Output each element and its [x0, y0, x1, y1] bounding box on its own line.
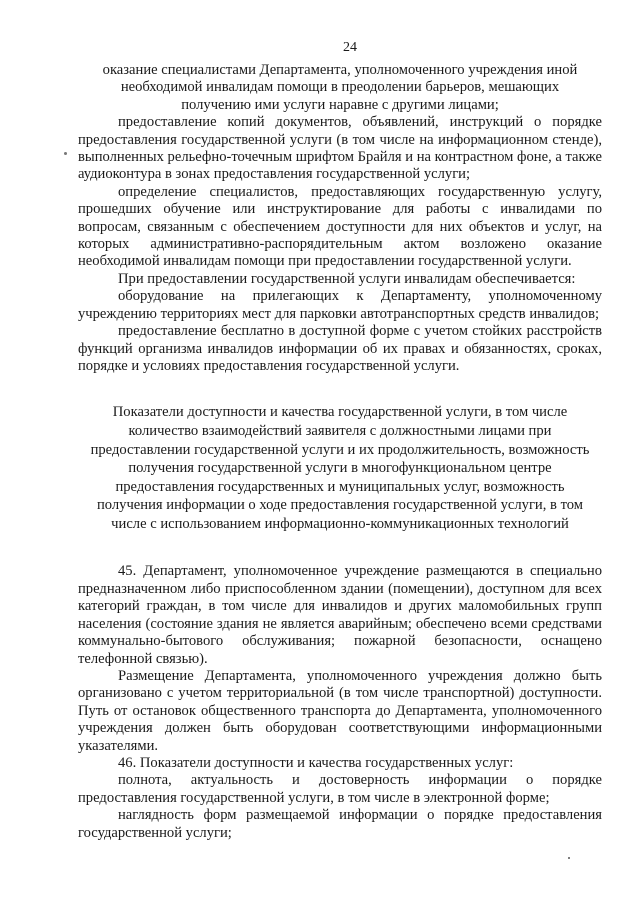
- section-heading: [78, 403, 602, 533]
- paragraph-45: 45. Департамент, уполномоченное учреждение размещаются в специально предназначенном либо приспособленном здании (помещении), доступном для всех категорий граждан, в том числе для инвалидов и других маломобильных групп населения (состояние здания не является аварийным; обеспечено всеми средствами коммунально-бытового обслуживания; пожарной безопасности, оснащено телефонной связью).: [78, 563, 602, 667]
- heading-line: числе с использованием информационно-коммуникационных технологий: [111, 515, 569, 532]
- paragraph-specialists: определение специалистов, предоставляющих государственную услугу, прошедших обучение или инструктирование для работы с инвалидами по вопросам, связанным с обеспечением доступности для них объектов и услуг, на которых административно-распорядительным актом возложено оказание необходимой инвалидам помощи при предоставлении государственной услуги.: [78, 183, 602, 270]
- paragraph-assistance: оказание специалистами Департамента, уполномоченного учреждения иной необходимой инвалидам помощи в преодолении барьеров, мешающих получению ими услуги наравне с другими лицами;: [102, 62, 578, 113]
- paragraph-free-info: предоставление бесплатно в доступной форме с учетом стойких расстройств функций организма инвалидов информации об их правах и обязанностях, сроках, порядке и условиях предоставления государственной услуги.: [78, 323, 602, 374]
- top-text-block: [78, 62, 602, 375]
- heading-line: получения государственной услуги в многофункциональном центре: [128, 460, 552, 477]
- paragraph-46: 46. Показатели доступности и качества государственных услуг:: [118, 754, 514, 771]
- heading-line: предоставлении государственной услуги и их продолжительность, возможность: [90, 441, 590, 458]
- bottom-text-block: [78, 563, 602, 842]
- heading-line: получения информации о ходе предоставления государственной услуги, в том: [96, 497, 584, 514]
- heading-line: предоставления государственных и муниципальных услуг, возможность: [115, 478, 565, 495]
- paragraph-braille-copies: предоставление копий документов, объявлений, инструкций о порядке предоставления государственной услуги (в том числе на информационном стенде), выполненных рельефно-точечным шрифтом Брайля и на контрастном фоне, а также аудиоконтура в зонах предоставления государственной услуги;: [78, 114, 602, 183]
- scan-speck: [568, 857, 570, 859]
- paragraph-provision-intro: При предоставлении государственной услуги инвалидам обеспечивается:: [118, 270, 576, 287]
- paragraph-visibility: наглядность форм размещаемой информации о порядке предоставления государственной услуги;: [78, 807, 602, 841]
- heading-line: Показатели доступности и качества государственной услуги, в том числе: [112, 404, 568, 421]
- paragraph-parking: оборудование на прилегающих к Департаменту, уполномоченному учреждению территориях мест для парковки автотранспортных средств инвалидов;: [78, 288, 602, 322]
- paragraph-placement: Размещение Департамента, уполномоченного учреждения должно быть организовано с учетом территориальной (в том числе транспортной) доступности. Путь от остановок общественного транспорта до Департамента, уполномоченного учреждения должен быть оборудован соответствующими информационными указателями.: [78, 667, 602, 754]
- page-number: 24: [343, 40, 357, 55]
- heading-line: количество взаимодействий заявителя с должностными лицами при: [128, 422, 552, 439]
- paragraph-completeness: полнота, актуальность и достоверность информации о порядке предоставления государственной услуги, в том числе в электронной форме;: [78, 772, 602, 806]
- scan-speck: [64, 152, 67, 155]
